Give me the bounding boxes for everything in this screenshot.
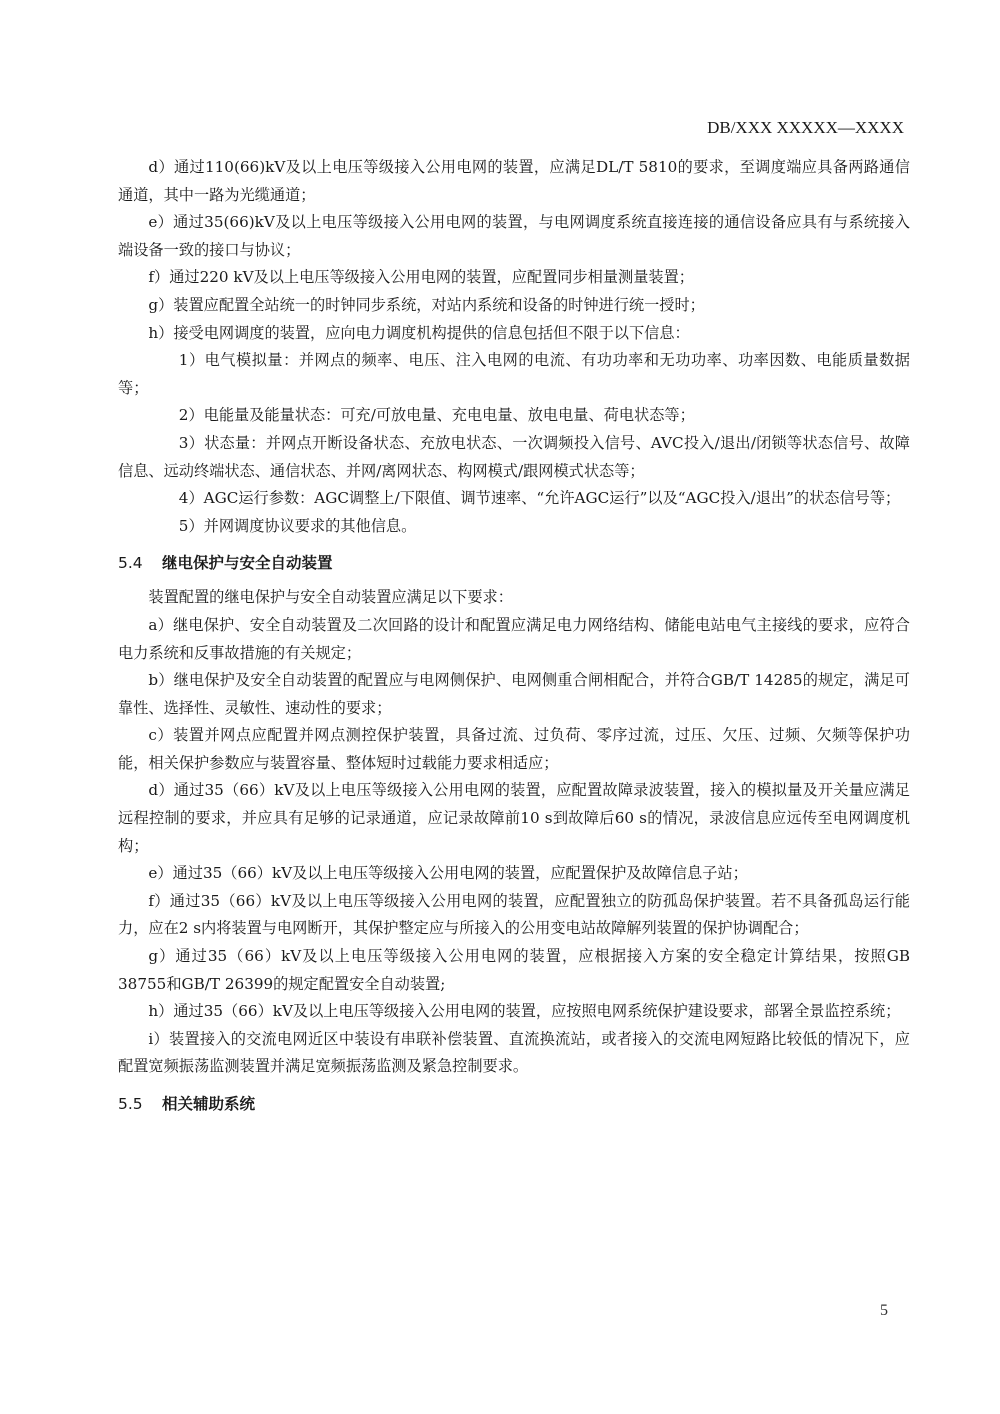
clause-5-3-f: f）通过220 kV及以上电压等级接入公用电网的装置，应配置同步相量测量装置； (148, 268, 694, 287)
clause-5-3-g: g）装置应配置全站统一的时钟同步系统，对站内系统和设备的时钟进行统一授时； (148, 295, 705, 314)
subclause-5: 5）并网调度协议要求的其他信息。 (178, 516, 417, 535)
section-heading-5-5 (118, 1092, 910, 1116)
clause-5-3-h: h）接受电网调度的装置，应向电力调度机构提供的信息包括但不限于以下信息： (148, 323, 690, 342)
clause-5-4-i: i）装置接入的交流电网近区中装设有串联补偿装置、直流换流站，或者接入的交流电网短路比较低的情况下，应配置宽频振荡监测装置并满足宽频振荡监测及紧急控制要求。 (118, 1029, 910, 1076)
subclause-4: 4）AGC运行参数：AGC调整上/下限值、调节速率、“允许AGC运行”以及“AGC投入/退出”的状态信号等； (178, 489, 901, 508)
section-heading-5-4 (118, 551, 910, 575)
clause-5-4-a: a）继电保护、安全自动装置及二次回路的设计和配置应满足电力网络结构、储能电站电气主接线的要求，应符合电力系统和反事故措施的有关规定； (118, 615, 910, 662)
section-number: 5.4 (118, 554, 143, 573)
clause-5-4-e: e）通过35（66）kV及以上电压等级接入公用电网的装置，应配置保护及故障信息子站； (148, 864, 748, 883)
section-title: 相关辅助系统 (162, 1095, 256, 1113)
clause-5-4-f: f）通过35（66）kV及以上电压等级接入公用电网的装置，应配置独立的防孤岛保护装置。若不具备孤岛运行能力，应在2 s内将装置与电网断开，其保护整定应与所接入的公用变电站故障解列装置的保护协调配合； (118, 891, 910, 938)
section-number: 5.5 (118, 1095, 143, 1113)
clause-5-4-b: b）继电保护及安全自动装置的配置应与电网侧保护、电网侧重合闸相配合，并符合GB/T 14285的规定，满足可靠性、选择性、灵敏性、速动性的要求； (118, 671, 910, 717)
section-intro: 装置配置的继电保护与安全自动装置应满足以下要求： (148, 588, 513, 607)
page-number: 5 (880, 1302, 888, 1319)
clause-5-3-e: e）通过35(66)kV及以上电压等级接入公用电网的装置，与电网调度系统直接连接的通信设备应具有与系统接入端设备一致的接口与协议； (118, 213, 910, 259)
document-code: DB/XXX XXXXX—XXXX (707, 118, 904, 137)
subclause-3: 3）状态量：并网点开断设备状态、充放电状态、一次调频投入信号、AVC投入/退出/闭锁等状态信号、故障信息、远动终端状态、通信状态、并网/离网状态、构网模式/跟网模式状态等； (118, 433, 910, 480)
clause-5-3-d: d）通过110(66)kV及以上电压等级接入公用电网的装置，应满足DL/T 5810的要求，至调度端应具备两路通信通道，其中一路为光缆通道； (118, 158, 910, 204)
section-title: 继电保护与安全自动装置 (162, 554, 333, 573)
subclause-1: 1）电气模拟量：并网点的频率、电压、注入电网的电流、有功功率和无功功率、功率因数、电能质量数据等； (118, 351, 910, 397)
page-body (118, 154, 910, 1125)
clause-5-4-h: h）通过35（66）kV及以上电压等级接入公用电网的装置，应按照电网系统保护建设要求，部署全景监控系统； (148, 1002, 901, 1021)
clause-5-4-g: g）通过35（66）kV及以上电压等级接入公用电网的装置，应根据接入方案的安全稳定计算结果，按照GB 38755和GB/T 26399的规定配置安全自动装置; (118, 947, 910, 993)
clause-5-4-c: c）装置并网点应配置并网点测控保护装置，具备过流、过负荷、零序过流，过压、欠压、过频、欠频等保护功能，相关保护参数应与装置容量、整体短时过载能力要求相适应； (118, 726, 910, 772)
subclause-2: 2）电能量及能量状态：可充/可放电量、充电电量、放电电量、荷电状态等； (178, 406, 695, 425)
clause-5-4-d: d）通过35（66）kV及以上电压等级接入公用电网的装置，应配置故障录波装置，接入的模拟量及开关量应满足远程控制的要求，并应具有足够的记录通道，应记录故障前10 s到故障后60 s的情况，录波信息应远传至电网调度机构； (118, 781, 910, 855)
